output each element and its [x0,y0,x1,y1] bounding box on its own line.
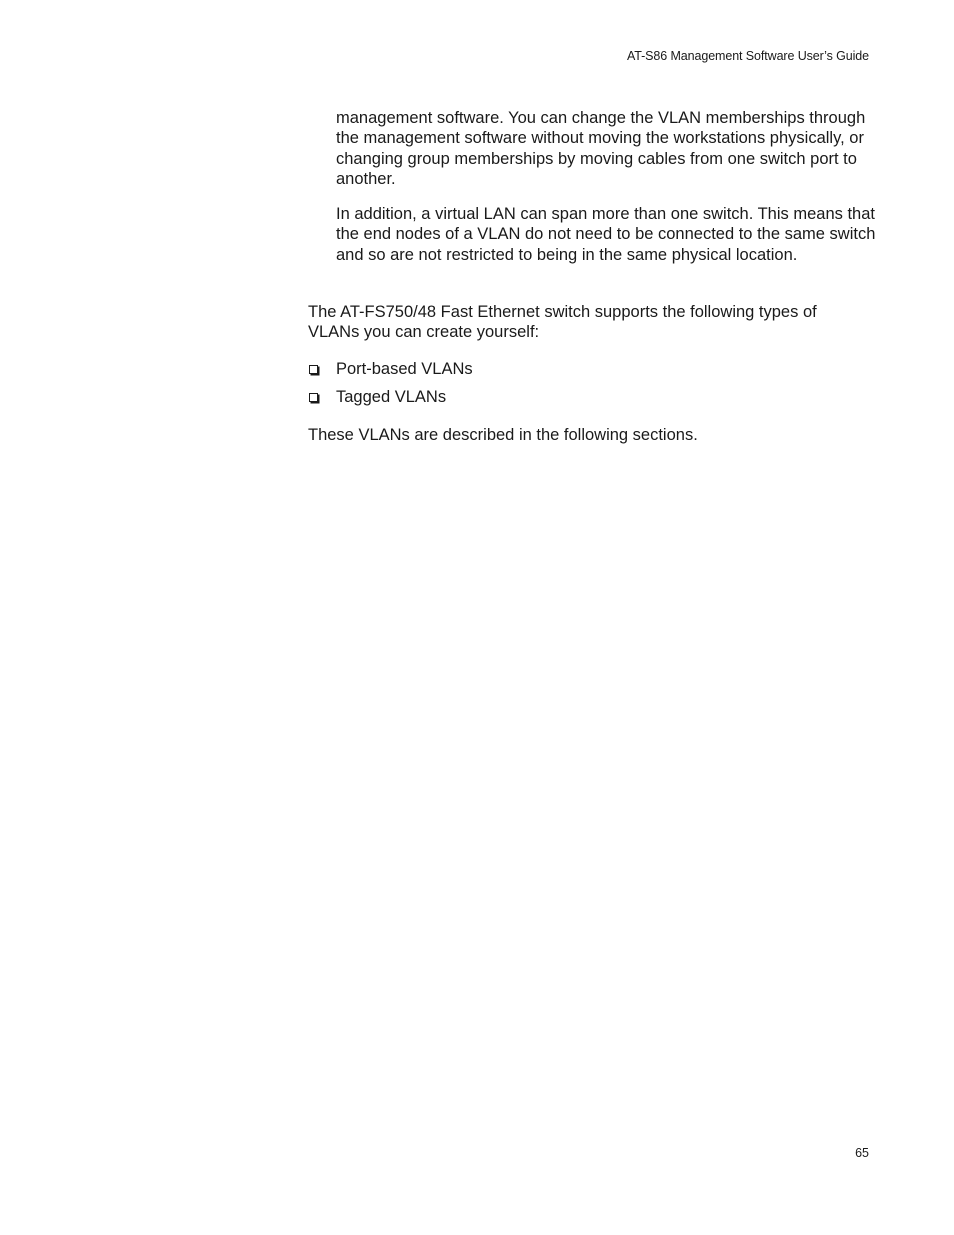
square-bullet-icon [309,365,318,374]
list-item-label: Tagged VLANs [336,388,447,406]
page-number: 65 [855,1146,869,1160]
paragraph-vlan-membership: management software. You can change the VLAN memberships through the management software without moving the workstations physically, or changing group memberships by moving cables from one switch port to another. [336,109,866,188]
list-item-tagged [308,387,473,415]
list-item-port-based [308,359,473,387]
vlan-types-list [308,359,473,415]
paragraph-closing: These VLANs are described in the following sections. [308,426,698,444]
square-bullet-icon [309,393,318,402]
paragraph-vlan-span: In addition, a virtual LAN can span more than one switch. This means that the end nodes of a VLAN do not need to be connected to the same switch and so are not restricted to being in the same physical location. [336,205,876,264]
running-header-title: AT-S86 Management Software User’s Guide [626,49,869,63]
paragraph-vlan-types-intro: The AT-FS750/48 Fast Ethernet switch supports the following types of VLANs you can create yourself: [308,303,817,342]
list-item-label: Port-based VLANs [336,360,473,378]
